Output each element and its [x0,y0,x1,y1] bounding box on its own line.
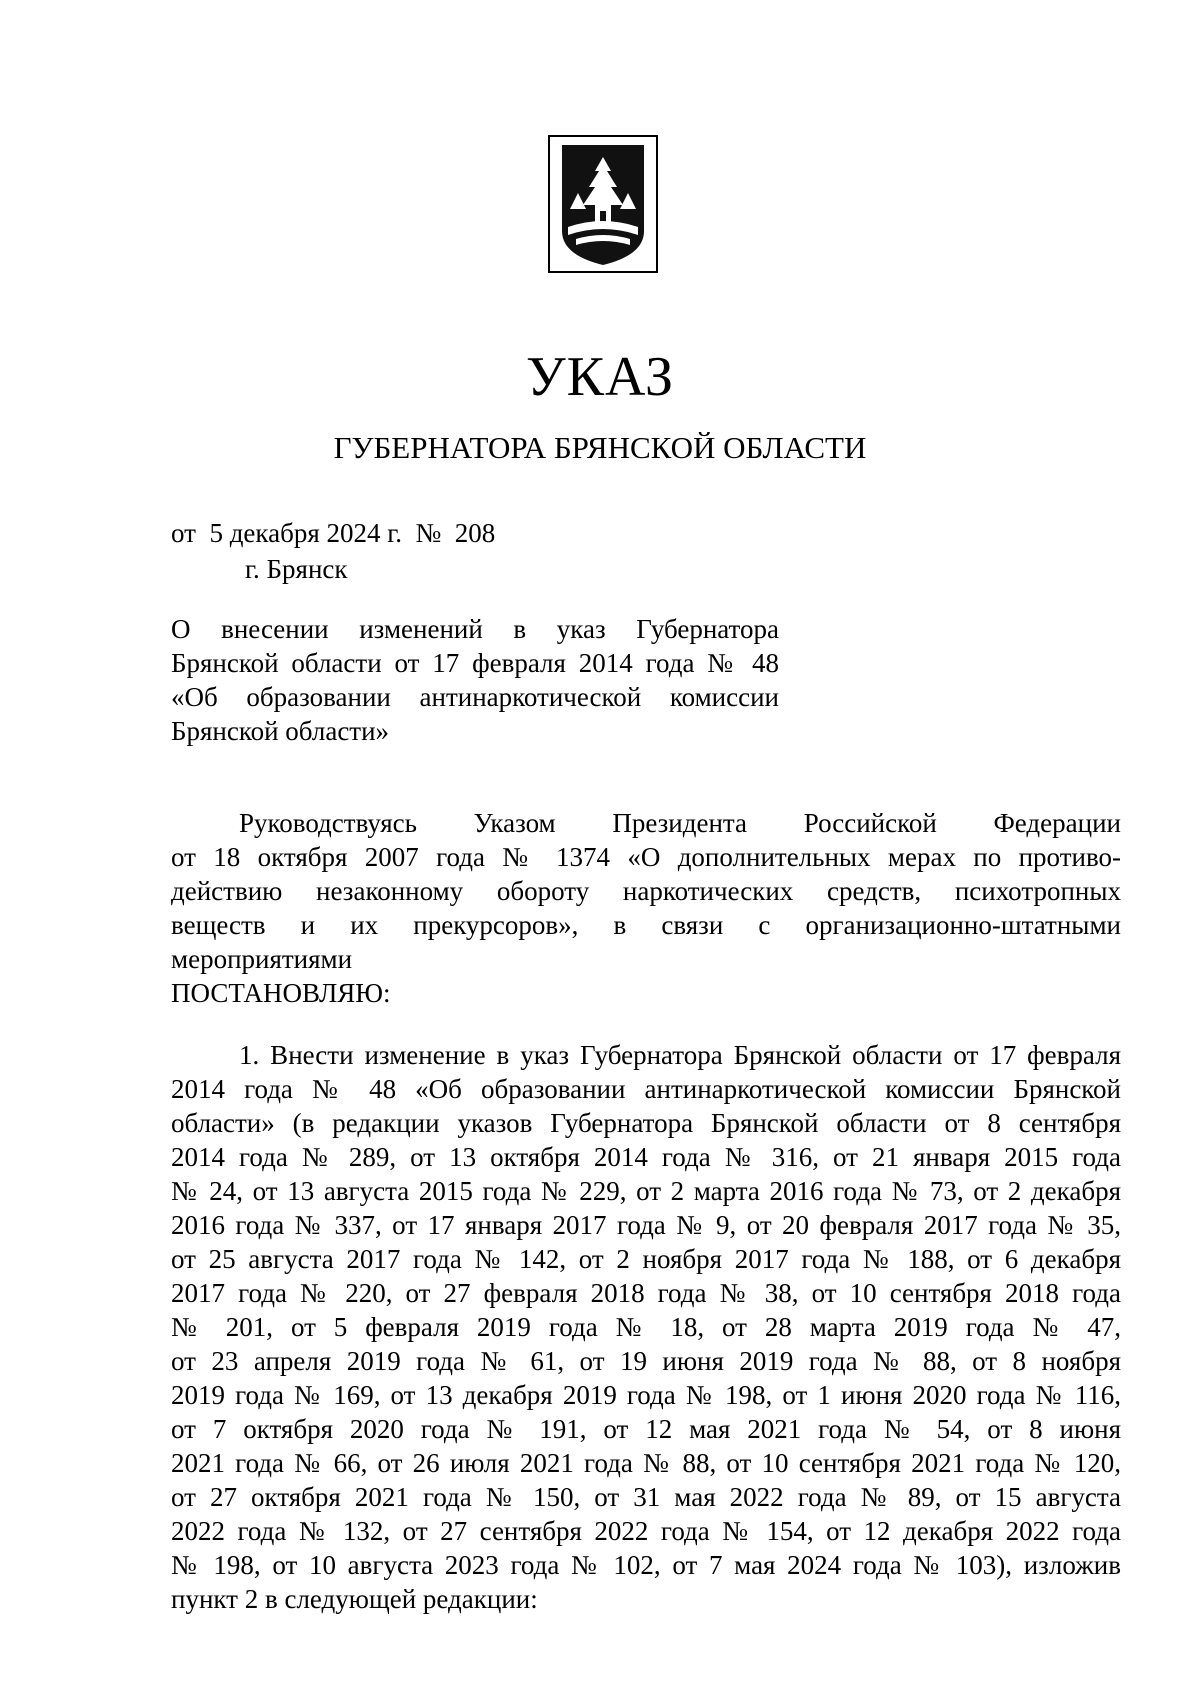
clause-line: № 198, от 10 августа 2023 года № 102, от 7 мая 2024 года № 103), изложив [171,1550,1121,1580]
decree-date-number: от 5 декабря 2024 г. № 208 [171,518,496,548]
clause-line: 2021 года № 66, от 26 июля 2021 года № 88, от 10 сентября 2021 года № 120, [171,1448,1121,1478]
document-issuer: ГУБЕРНАТОРА БРЯНСКОЙ ОБЛАСТИ [333,430,867,465]
clause-line: области» (в редакции указов Губернатора Брянской области от 8 сентября [171,1108,1121,1138]
preamble-line: веществ и их прекурсоров», в связи с организационно-штатными [171,910,1121,940]
clause-line: 2016 года № 337, от 17 января 2017 года № 9, от 20 февраля 2017 года № 35, [171,1210,1121,1240]
preamble-line: действию незаконному обороту наркотических средств, психотропных [171,876,1121,906]
clause-line: 2014 года № 289, от 13 октября 2014 года № 316, от 21 января 2015 года [171,1142,1121,1172]
clause-line: от 25 августа 2017 года № 142, от 2 ноября 2017 года № 188, от 6 декабря [171,1244,1121,1274]
preamble-line: мероприятиями [171,944,353,974]
subject-line: «Об образовании антинаркотической комиссии [171,682,779,712]
clause-line: № 201, от 5 февраля 2019 года № 18, от 28 марта 2019 года № 47, [171,1312,1121,1342]
clause-line: пункт 2 в следующей редакции: [171,1584,538,1614]
clause-line: № 24, от 13 августа 2015 года № 229, от 2 марта 2016 года № 73, от 2 декабря [171,1176,1121,1206]
preamble-paragraph [171,806,1121,976]
document-title: УКАЗ [525,346,675,408]
coat-of-arms-icon [548,135,658,273]
preamble-line: от 18 октября 2007 года № 1374 «О дополнительных мерах по противо- [171,842,1121,872]
clause-line: 1. Внести изменение в указ Губернатора Брянской области от 17 февраля [239,1040,1121,1070]
decree-city: г. Брянск [245,554,348,584]
clause-line: от 23 апреля 2019 года № 61, от 19 июня 2019 года № 88, от 8 ноября [171,1346,1121,1376]
clause-line: 2022 года № 132, от 27 сентября 2022 года № 154, от 12 декабря 2022 года [171,1516,1121,1546]
subject-line: Брянской области» [171,716,390,746]
decree-resolution-word: ПОСТАНОВЛЯЮ: [171,978,391,1008]
clause-line: от 27 октября 2021 года № 150, от 31 мая 2022 года № 89, от 15 августа [171,1482,1121,1512]
clause-line: 2017 года № 220, от 27 февраля 2018 года № 38, от 10 сентября 2018 года [171,1278,1121,1308]
clause-line: 2019 года № 169, от 13 декабря 2019 года № 198, от 1 июня 2020 года № 116, [171,1380,1121,1410]
subject-line: Брянской области от 17 февраля 2014 года № 48 [171,648,779,678]
preamble-line: Руководствуясь Указом Президента Российской Федерации [239,808,1121,838]
clause-line: от 7 октября 2020 года № 191, от 12 мая 2021 года № 54, от 8 июня [171,1414,1121,1444]
clause-line: 2014 года № 48 «Об образовании антинаркотической комиссии Брянской [171,1074,1121,1104]
decree-subject [171,612,779,748]
clause-1-paragraph [171,1038,1121,1616]
subject-line: О внесении изменений в указ Губернатора [171,614,779,644]
